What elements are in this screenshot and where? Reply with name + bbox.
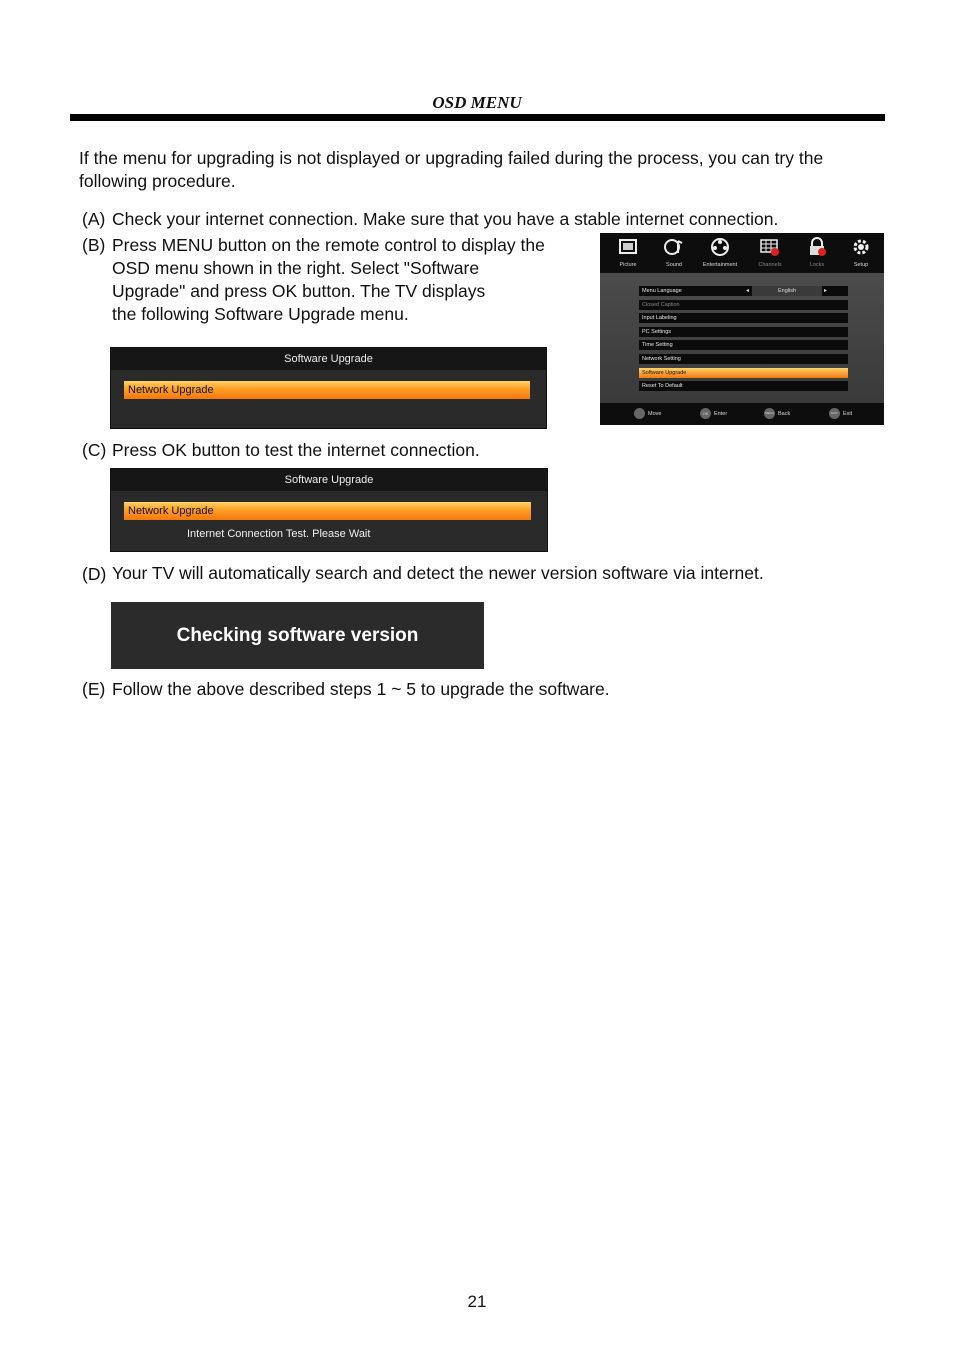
- film-reel-icon: [710, 237, 730, 257]
- tab-locks[interactable]: [794, 233, 840, 273]
- osd-tab-bar: [600, 233, 884, 273]
- step-b-line3: Upgrade" and press OK button. The TV displays: [112, 281, 486, 301]
- intro-paragraph: If the menu for upgrading is not displayed or upgrading failed during the process, you can try the following procedure.: [79, 148, 824, 191]
- osd-item-software-upgrade[interactable]: Software Upgrade: [639, 368, 848, 378]
- tab-picture[interactable]: [605, 233, 651, 273]
- step-a-text: Check your internet connection. Make sure that you have a stable internet connection.: [112, 209, 779, 229]
- panel-title: Software Upgrade: [111, 469, 547, 491]
- ok-key-icon: OK: [700, 408, 711, 419]
- tab-label: Setup: [853, 262, 869, 268]
- tab-label: Picture: [619, 262, 637, 268]
- step-e-label: (E): [82, 679, 106, 699]
- checking-software-panel: Checking software version: [111, 602, 484, 669]
- channel-grid-icon: [760, 237, 780, 257]
- dpad-icon: [634, 408, 645, 419]
- tab-sound[interactable]: [651, 233, 697, 273]
- step-b-line4: the following Software Upgrade menu.: [112, 304, 409, 324]
- panel-title: Software Upgrade: [111, 348, 546, 370]
- step-c-text: Press OK button to test the internet connection.: [112, 440, 480, 460]
- osd-item-pc-settings[interactable]: PC Settings: [639, 327, 848, 337]
- header-rule: [70, 114, 885, 121]
- step-b-label: (B): [82, 235, 106, 255]
- exit-key-icon: EXIT: [829, 408, 840, 419]
- step-b-line1: Press MENU button on the remote control to display the: [112, 235, 545, 255]
- step-c-label: (C): [82, 440, 107, 460]
- lock-icon: [807, 237, 827, 257]
- osd-item-reset-to-default[interactable]: Reset To Default: [639, 381, 848, 391]
- osd-menu-list: [600, 273, 884, 403]
- osd-item-menu-language[interactable]: [639, 286, 848, 296]
- step-d-label: (D): [82, 564, 107, 584]
- tab-entertainment[interactable]: [697, 233, 743, 273]
- footer-back: [764, 408, 790, 420]
- footer-label: Move: [648, 411, 662, 417]
- language-value: English: [752, 286, 822, 296]
- page-number: 21: [467, 1292, 487, 1311]
- page-header-title: OSD MENU: [432, 93, 522, 112]
- osd-item-network-setting[interactable]: Network Setting: [639, 354, 848, 364]
- tab-label: Sound: [666, 262, 682, 268]
- network-upgrade-item[interactable]: Network Upgrade: [124, 502, 531, 520]
- footer-label: Exit: [843, 411, 853, 417]
- osd-item-label: Menu Language: [642, 288, 682, 294]
- connection-test-status: Internet Connection Test. Please Wait: [187, 528, 371, 540]
- footer-label: Enter: [714, 411, 728, 417]
- footer-move: [634, 408, 661, 420]
- footer-label: Back: [778, 411, 791, 417]
- osd-item-input-labeling[interactable]: Input Labeling: [639, 313, 848, 323]
- tab-label: Entertainment: [702, 262, 738, 268]
- tab-channels[interactable]: [747, 233, 793, 273]
- tab-label: Channels: [758, 262, 782, 268]
- footer-exit: [829, 408, 852, 420]
- software-upgrade-test-panel: [110, 468, 548, 552]
- software-upgrade-panel: [110, 347, 547, 429]
- menu-key-icon: MENU: [764, 408, 775, 419]
- osd-item-time-setting[interactable]: Time Setting: [639, 340, 848, 350]
- tab-setup[interactable]: [838, 233, 884, 273]
- arrow-right-icon[interactable]: ▸: [824, 288, 828, 294]
- step-a-label: (A): [82, 209, 106, 229]
- arrow-left-icon[interactable]: ◂: [746, 288, 750, 294]
- footer-enter: [700, 408, 727, 420]
- step-b-line2: OSD menu shown in the right. Select "Software: [112, 258, 480, 278]
- picture-icon: [618, 237, 638, 257]
- osd-menu-screenshot: [600, 233, 884, 425]
- gear-icon: [851, 237, 871, 257]
- sound-icon: [664, 237, 684, 257]
- osd-footer: [600, 403, 884, 425]
- network-upgrade-item[interactable]: Network Upgrade: [124, 381, 530, 399]
- osd-item-closed-caption[interactable]: Closed Caption: [639, 300, 848, 310]
- tab-label: Locks: [809, 262, 825, 268]
- step-d-text: Your TV will automatically search and detect the newer version software via internet.: [112, 563, 764, 583]
- step-e-text: Follow the above described steps 1 ~ 5 to upgrade the software.: [112, 679, 610, 699]
